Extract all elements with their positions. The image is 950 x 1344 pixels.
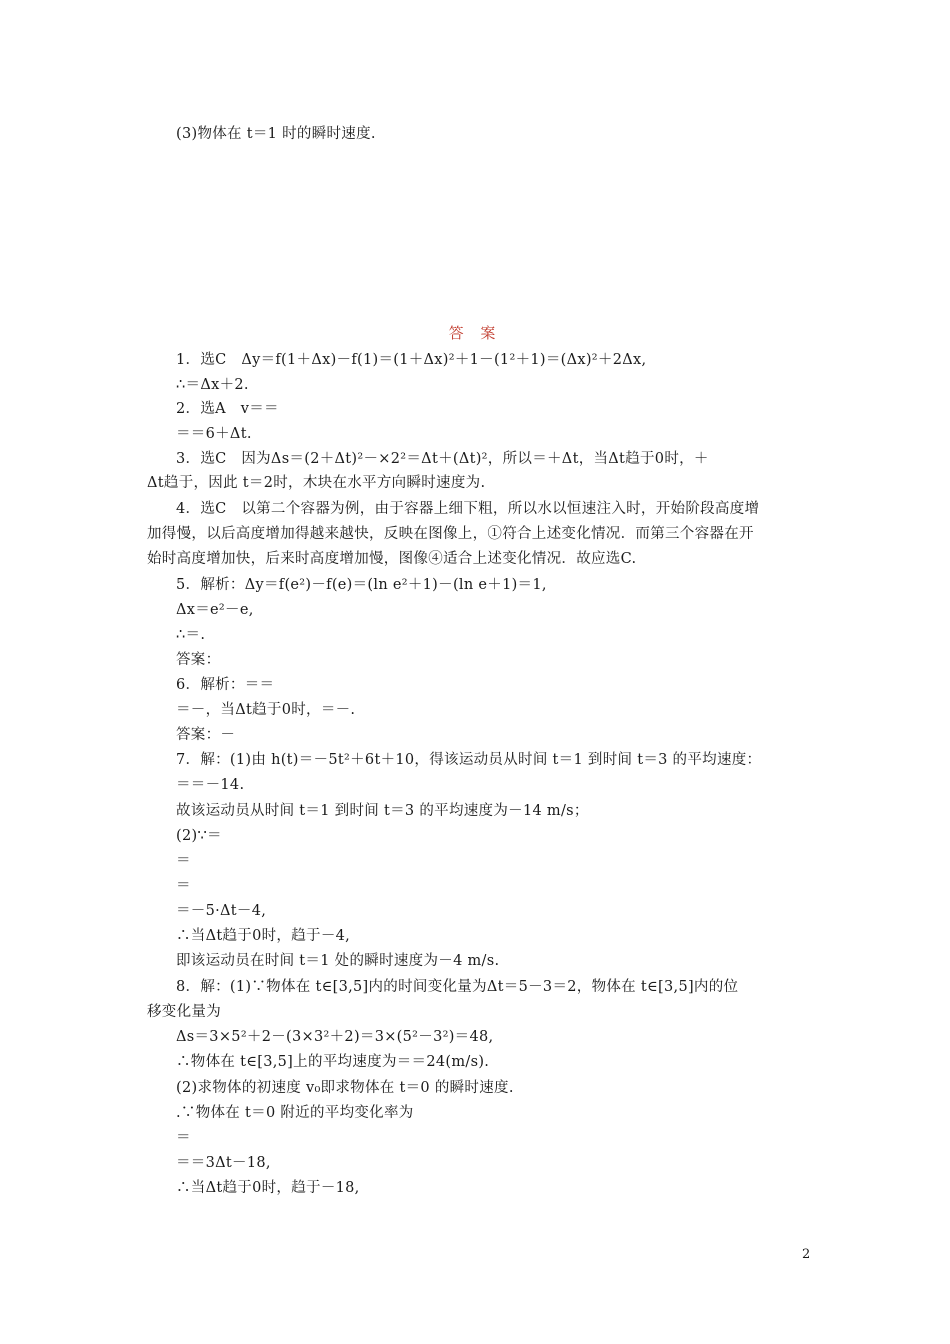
- answer-line: 4．选C 以第二个容器为例，由于容器上细下粗，所以水以恒速注入时，开始阶段高度增: [176, 501, 760, 517]
- answer-line: 即该运动员在时间 t＝1 处的瞬时速度为－4 m/s.: [176, 953, 500, 969]
- answer-line: 6．解析：＝＝: [176, 677, 275, 693]
- answer-line: 8．解：(1)∵物体在 t∈[3,5]内的时间变化量为Δt＝5－3＝2，物体在 t∈[3,5]内的位: [176, 979, 739, 995]
- answer-line: 2．选A v＝＝: [176, 401, 279, 417]
- answer-line: ∴当Δt趋于0时，趋于－18,: [176, 1180, 360, 1196]
- answer-line: ＝＝6＋Δt.: [176, 426, 252, 442]
- answer-line: ∴＝.: [176, 627, 206, 643]
- answer-title: 答 案: [448, 324, 502, 342]
- answer-line: ＝＝3Δt－18,: [176, 1155, 271, 1171]
- answer-line: Δt趋于，因此 t＝2时，木块在水平方向瞬时速度为.: [147, 475, 486, 491]
- answer-line: Δs＝3×5²＋2－(3×3²＋2)＝3×(5²－3²)＝48,: [176, 1029, 494, 1045]
- answer-line: ∴当Δt趋于0时，趋于－4,: [176, 928, 351, 944]
- answer-line: 故该运动员从时间 t＝1 到时间 t＝3 的平均速度为－14 m/s；: [176, 803, 589, 819]
- answer-line: 始时高度增加快，后来时高度增加慢，图像④适合上述变化情况．故应选C.: [147, 551, 637, 567]
- answer-line: 移变化量为: [147, 1004, 221, 1020]
- answer-line: ＝－，当Δt趋于0时，＝－.: [176, 702, 356, 718]
- answer-line: 答案：: [176, 652, 221, 668]
- answer-line: 5．解析：Δy＝f(e²)－f(e)＝(ln e²＋1)－(ln e＋1)＝1,: [176, 577, 547, 593]
- answer-line: 3．选C 因为Δs＝(2＋Δt)²－×2²＝Δt＋(Δt)²，所以＝＋Δt，当Δt趋于0时，＋: [176, 451, 709, 467]
- answer-line: 7．解：(1)由 h(t)＝－5t²＋6t＋10，得该运动员从时间 t＝1 到时间 t＝3 的平均速度：: [176, 752, 762, 768]
- answer-line: ＝＝－14.: [176, 777, 245, 793]
- answer-line: ＝: [176, 878, 191, 894]
- answer-line: ＝－5·Δt－4,: [176, 903, 267, 919]
- page-number: 2: [802, 1247, 811, 1262]
- answer-line: 答案：－: [176, 727, 236, 743]
- answer-line: Δx＝e²－e,: [176, 602, 254, 618]
- answer-line: 1．选C Δy＝f(1＋Δx)－f(1)＝(1＋Δx)²＋1－(1²＋1)＝(Δx)²＋2Δx,: [176, 352, 647, 368]
- answer-line: ∴物体在 t∈[3,5]上的平均速度为＝＝24(m/s).: [176, 1054, 490, 1070]
- answer-line: (2)∵＝: [176, 828, 222, 844]
- answer-line: ∴＝Δx＋2.: [176, 377, 249, 393]
- answer-line: (2)求物体的初速度 v₀即求物体在 t＝0 的瞬时速度.: [176, 1080, 514, 1096]
- answer-line: ＝: [176, 853, 191, 869]
- problem-item: (3)物体在 t＝1 时的瞬时速度.: [176, 126, 376, 142]
- answer-line: 加得慢，以后高度增加得越来越快，反映在图像上，①符合上述变化情况．而第三个容器在开: [147, 526, 754, 542]
- answer-line: ＝: [176, 1130, 191, 1146]
- answer-line: .∵物体在 t＝0 附近的平均变化率为: [176, 1105, 414, 1121]
